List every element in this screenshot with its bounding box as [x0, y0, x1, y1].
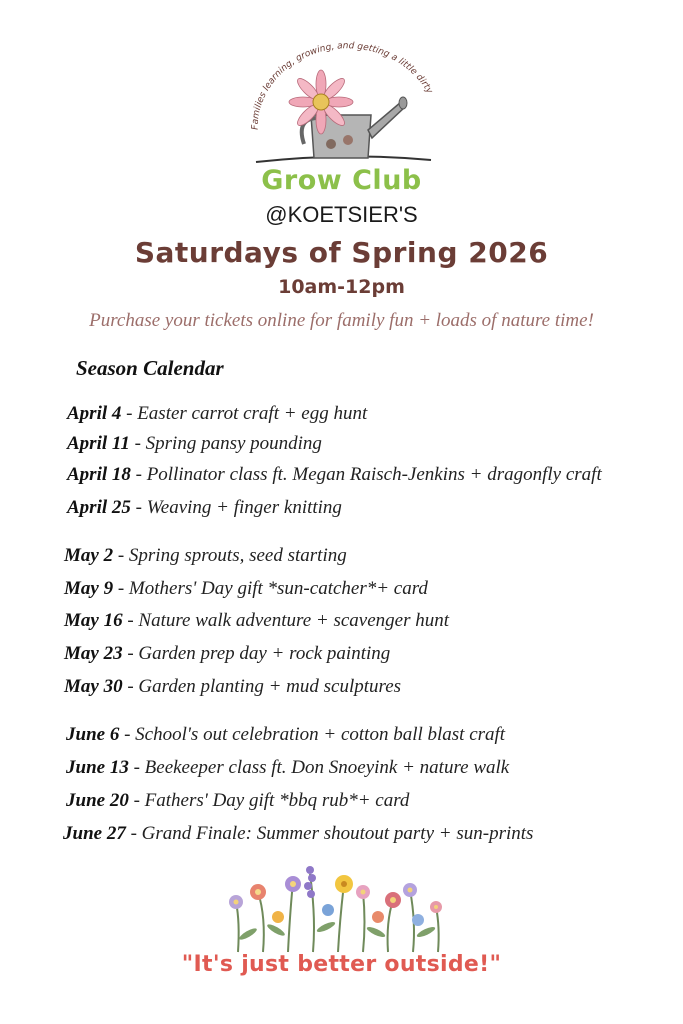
- event-desc: - Spring sprouts, seed starting: [113, 545, 347, 566]
- event-desc: - Easter carrot craft + egg hunt: [121, 403, 368, 424]
- event-desc: - Beekeeper class ft. Don Snoeyink + nature walk: [128, 757, 510, 778]
- event-desc: - Garden planting + mud sculptures: [122, 676, 402, 697]
- event-date: April 11: [67, 433, 130, 454]
- event-date: June 13: [66, 757, 129, 778]
- tagline-text: Families learning, growing, and getting a little dirty: [250, 41, 435, 130]
- season-title: Saturdays of Spring 2026: [134, 236, 549, 269]
- event-april-18: [67, 464, 602, 486]
- club-name: Grow Club: [261, 165, 422, 196]
- event-june-6: [66, 724, 505, 746]
- event-desc: - Spring pansy pounding: [129, 433, 322, 454]
- event-desc: - Fathers' Day gift *bbq rub*+ card: [128, 790, 410, 811]
- event-may-23: [64, 643, 390, 665]
- event-june-27: [63, 823, 533, 845]
- event-date: April 18: [67, 464, 131, 485]
- event-desc: - Garden prep day + rock painting: [122, 643, 391, 664]
- venue-name: @KOETSIER'S: [265, 202, 418, 227]
- closing-slogan: "It's just better outside!": [181, 952, 502, 977]
- event-date: June 27: [63, 823, 126, 844]
- event-may-9: [64, 578, 428, 600]
- event-desc: - School's out celebration + cotton ball blast craft: [119, 724, 506, 745]
- event-may-16: [64, 610, 449, 632]
- event-desc: - Grand Finale: Summer shoutout party + sun-prints: [125, 823, 534, 844]
- event-date: April 4: [67, 403, 122, 424]
- event-desc: - Mothers' Day gift *sun-catcher*+ card: [113, 578, 428, 599]
- event-date: June 6: [66, 724, 120, 745]
- event-may-2: [64, 545, 347, 567]
- calendar-heading: Season Calendar: [76, 356, 224, 380]
- event-date: May 9: [64, 578, 114, 599]
- event-date: May 2: [64, 545, 114, 566]
- event-date: May 23: [64, 643, 123, 664]
- wildflowers-illustration-icon: [218, 862, 468, 957]
- event-desc: - Nature walk adventure + scavenger hunt: [122, 610, 450, 631]
- event-date: May 30: [64, 676, 123, 697]
- event-date: June 20: [66, 790, 129, 811]
- event-april-11: [67, 433, 322, 455]
- event-june-13: [66, 757, 509, 779]
- event-desc: - Weaving + finger knitting: [130, 497, 342, 518]
- event-april-25: [67, 497, 342, 519]
- event-desc: - Pollinator class ft. Megan Raisch-Jenkins + dragonfly craft: [130, 464, 602, 485]
- watering-can-logo-icon: [236, 40, 451, 170]
- event-date: May 16: [64, 610, 123, 631]
- event-june-20: [66, 790, 409, 812]
- event-april-4: [67, 403, 367, 425]
- event-may-30: [64, 676, 401, 698]
- promo-text: Purchase your tickets online for family fun + loads of nature time!: [89, 310, 594, 331]
- hours-text: 10am-12pm: [278, 276, 405, 298]
- event-date: April 25: [67, 497, 131, 518]
